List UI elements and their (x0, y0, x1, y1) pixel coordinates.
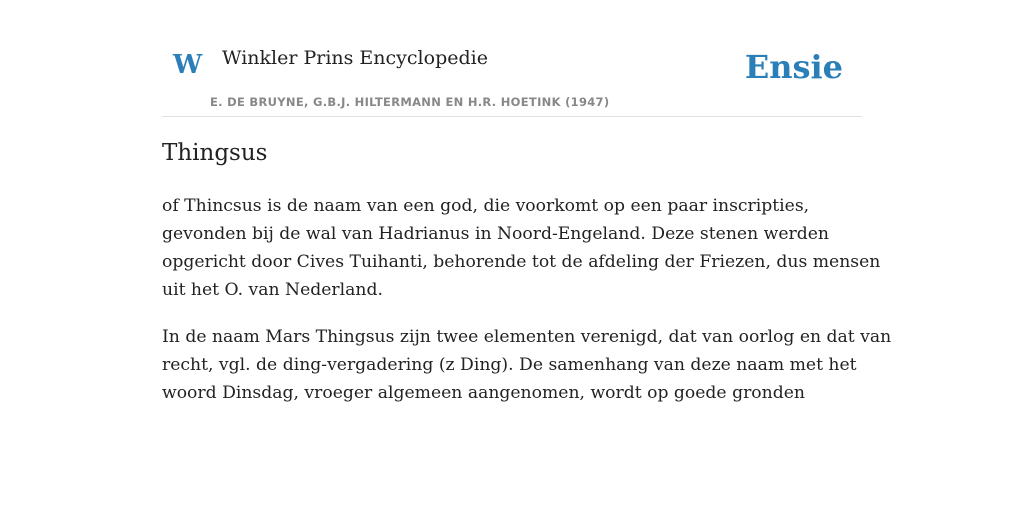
article-title: Thingsus (162, 140, 268, 166)
encyclopedia-logo[interactable]: W (173, 50, 203, 80)
article-paragraph-2 (162, 323, 892, 407)
paragraph-line: opgericht door Cives Tuihanti, behorende tot de afdeling der Friezen, dus mensen (162, 252, 881, 272)
paragraph-line: woord Dinsdag, vroeger algemeen aangenomen, wordt op goede gronden (162, 383, 805, 403)
paragraph-line: of Thincsus is de naam van een god, die voorkomt op een paar inscripties, (162, 196, 810, 216)
book-title[interactable]: Winkler Prins Encyclopedie (222, 47, 488, 69)
ensie-logo[interactable]: Ensie (744, 48, 843, 86)
paragraph-line: In de naam Mars Thingsus zijn twee elementen verenigd, dat van oorlog en dat van (162, 327, 892, 347)
paragraph-line: uit het O. van Nederland. (162, 280, 383, 300)
book-authors: E. DE BRUYNE, G.B.J. HILTERMANN EN H.R. HOETINK (1947) (210, 95, 610, 109)
page-header (162, 40, 862, 117)
paragraph-line: recht, vgl. de ding-vergadering (z Ding). De samenhang van deze naam met het (162, 355, 857, 375)
paragraph-line: gevonden bij de wal van Hadrianus in Noord-Engeland. Deze stenen werden (162, 224, 829, 244)
article-paragraph-1 (162, 192, 881, 304)
